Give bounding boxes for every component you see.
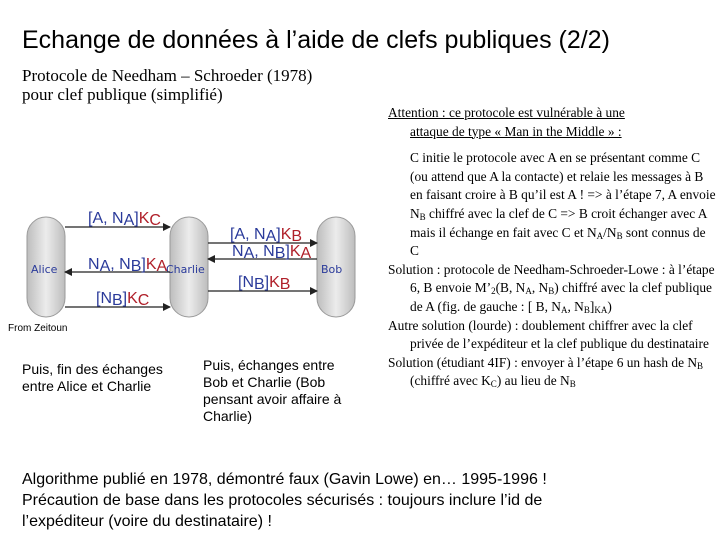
msg2-label: [A, NA]KB — [230, 226, 303, 245]
subtitle — [22, 66, 312, 104]
caption-middle: Puis, échanges entre Bob et Charlie (Bob pensant avoir affaire à Charlie) — [203, 357, 342, 424]
diagram-credit: From Zeitoun — [8, 323, 68, 334]
msg3-label: NA, NB]KA — [232, 243, 312, 262]
solution-double-encryption: Autre solution (lourde) : doublement chiffrer avec la clef privée de l’expéditeur et la clef publique du destinataire — [388, 317, 709, 352]
solution-student: Solution (étudiant 4IF) : envoyer à l’étape 6 un hash de $N_B$ (chiffré avec $K_C$) au lieu de $N_B$ — [388, 354, 704, 390]
charlie-label: Charlie — [166, 263, 205, 276]
alice-label: Alice — [31, 263, 58, 276]
subtitle-line-1: Protocole de Needham – Schroeder (1978) — [22, 66, 313, 85]
msg1-label: [A, NA]KC — [88, 210, 161, 229]
footer-line-2: Précaution de base dans les protocoles sécurisés : toujours inclure l’id de — [22, 492, 543, 509]
caption-left: Puis, fin des échanges entre Alice et Charlie — [22, 361, 163, 394]
mitm-explanation: C initie le protocole avec A en se présentant comme C (ou attend que A la contacte) et relaie les messages à B en faisant croire à B qu’il est A ! => à l’étape 7, A envoie $N_B$ chiffré avec la clef de C => B croit échanger avec A mais il échange en fait avec C et $N_A/N_B$ sont connus de C — [410, 150, 716, 259]
footer-text — [22, 469, 712, 532]
footer-line-1: Algorithme publié en 1978, démontré faux (Gavin Lowe) en… 1995-1996 ! — [22, 471, 547, 488]
msg5-label: [NB]KC — [96, 290, 150, 309]
slide-title: Echange de données à l’aide de clefs publiques (2/2) — [22, 26, 610, 54]
bob-label: Bob — [321, 263, 343, 276]
solution-nsl: Solution : protocole de Needham-Schroeder-Lowe : à l’étape 6, B envoie $M’_2(B$, $N_A$, $N_B$) chiffré avec la clef publique de A (fig. de gauche : [ B, $N_A$, $N_B]_{KA}$) — [388, 261, 715, 315]
notes-block — [368, 104, 716, 391]
footer-line-3: l’expéditeur (voire du destinataire) ! — [22, 513, 272, 530]
msg6-label: [NB]KB — [238, 274, 291, 293]
subtitle-line-2: pour clef publique (simplifié) — [22, 85, 223, 104]
attention-heading: Attention : ce protocole est vulnérable à une attaque de type « Man in the Middle » : — [388, 105, 625, 139]
msg4-label: NA, NB]KA — [88, 256, 168, 275]
protocol-diagram — [22, 195, 362, 323]
